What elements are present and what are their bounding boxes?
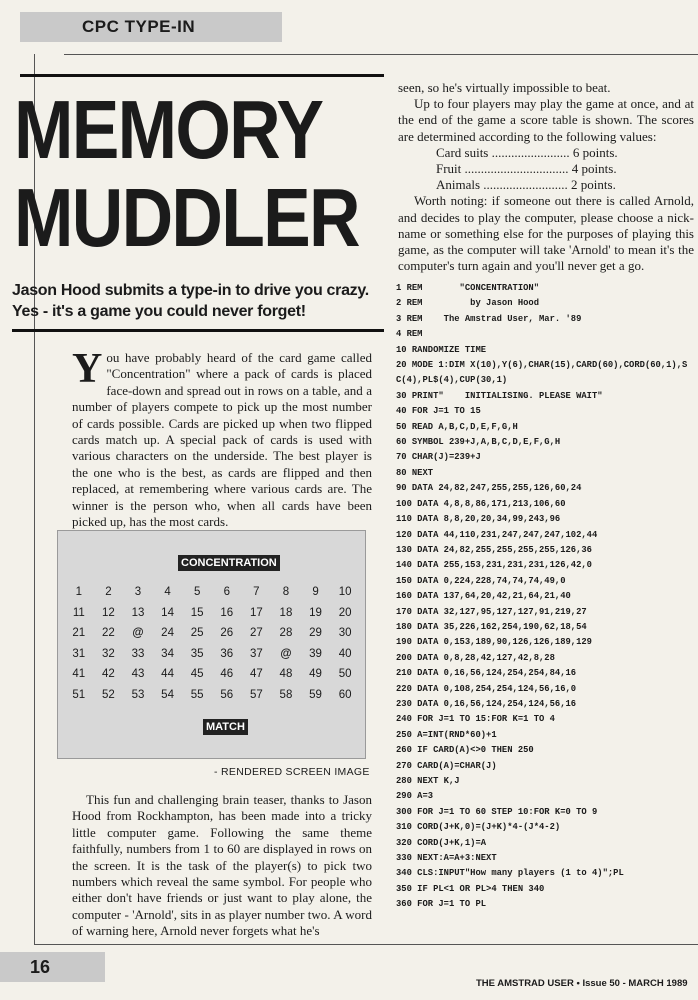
- grid-number: 56: [220, 688, 234, 701]
- grid-number: 8: [282, 586, 290, 598]
- grid-number: 43: [131, 668, 145, 680]
- grid-number: 50: [338, 668, 352, 680]
- grid-number: 36: [220, 647, 234, 660]
- grid-number: 44: [161, 668, 174, 680]
- grid-number: 5: [193, 586, 201, 598]
- page-number: 16: [0, 952, 105, 982]
- listing-line: 100 DATA 4,8,8,86,171,213,106,60: [396, 497, 566, 509]
- grid-number: 49: [309, 668, 322, 680]
- screen-title: CONCENTRATION: [178, 555, 280, 571]
- grid-number: 19: [309, 606, 322, 619]
- grid-number: 31: [72, 647, 86, 660]
- article-title-line2: MUDDLER: [14, 171, 359, 264]
- grid-number: 39: [309, 647, 322, 660]
- listing-line: 40 FOR J=1 TO 15: [396, 405, 481, 417]
- grid-number: 29: [309, 627, 322, 639]
- listing-line: 180 DATA 35,226,162,254,190,62,18,54: [396, 620, 587, 632]
- listing-line: 80 NEXT: [396, 466, 434, 478]
- grid-number: 4: [164, 586, 171, 598]
- grid-number: 1: [75, 586, 82, 598]
- listing-line: 310 CORD(J+K,0)=(J+K)*4-(J*4-2): [396, 821, 561, 833]
- listing-line: 260 IF CARD(A)<>0 THEN 250: [396, 744, 534, 756]
- listing-line: 330 NEXT:A=A+3:NEXT: [396, 852, 497, 864]
- listing-line: 110 DATA 8,8,20,20,34,99,243,96: [396, 513, 561, 525]
- listing-line: 190 DATA 0,153,189,90,126,126,189,129: [396, 636, 592, 648]
- listing-line: 20 MODE 1:DIM X(10),Y(6),CHAR(15),CARD(60),CORD(60,1),S: [396, 359, 688, 371]
- grid-number: 7: [253, 586, 260, 598]
- listing-line: 10 RANDOMIZE TIME: [396, 343, 487, 355]
- grid-number: 15: [190, 606, 204, 619]
- grid-row: [64, 626, 360, 640]
- listing-line: 170 DATA 32,127,95,127,127,91,219,27: [396, 605, 587, 617]
- grid-number: 12: [101, 606, 115, 619]
- issue-info: Issue 50 - MARCH 1989: [582, 978, 688, 989]
- grid-number: 18: [279, 606, 293, 619]
- grid-number: 21: [72, 627, 86, 639]
- drop-cap: Y: [72, 346, 103, 392]
- grid-number: 25: [190, 627, 204, 639]
- grid-number: 22: [101, 627, 115, 639]
- score-line: Fruit ................................ 4 points.: [436, 161, 617, 177]
- grid-row: [64, 585, 360, 599]
- body-paragraph-2: This fun and challenging brain teaser, thanks to Jason Hood from Rockhampton, has been made into a tricky little computer game. Following the same theme faithfully, numbers from 1 to 60 are displayed in rows on the screen. It is the task of the player(s) to pick two numbers which reveal the same symbol. For people who either don't have friends or just want to play alone, the computer - 'Arnold', sits in as player number two. A word of warning here, Arnold never forgets what he's: [72, 792, 372, 939]
- grid-number: 41: [72, 668, 86, 680]
- publication-name: THE AMSTRAD USER: [476, 978, 574, 989]
- grid-number: 27: [249, 627, 263, 639]
- screen-caption: - RENDERED SCREEN IMAGE: [214, 766, 370, 778]
- score-line: Animals .......................... 2 points.: [436, 177, 616, 193]
- grid-number: 37: [249, 647, 263, 660]
- grid-number: 10: [338, 586, 352, 598]
- grid-number: 42: [101, 668, 115, 680]
- listing-line: 300 FOR J=1 TO 60 STEP 10:FOR K=0 TO 9: [396, 805, 598, 817]
- listing-line: 340 CLS:INPUT"How many players (1 to 4)";PL: [396, 867, 624, 879]
- grid-row: [64, 606, 360, 620]
- grid-number: 58: [279, 688, 293, 701]
- listing-line: 150 DATA 0,224,228,74,74,74,49,0: [396, 574, 566, 586]
- grid-number: 14: [161, 606, 174, 619]
- listing-line: 250 A=INT(RND*60)+1: [396, 728, 497, 740]
- grid-number: 20: [338, 606, 352, 619]
- frame-top-rule: [64, 54, 698, 55]
- grid-number: 45: [190, 668, 204, 680]
- listing-line: 200 DATA 0,8,28,42,127,42,8,28: [396, 651, 555, 663]
- grid-row: [64, 667, 360, 681]
- right-paragraph-2: Up to four players may play the game at once, and at the end of the game a score table is shown. The scores are determined according to the following values:: [398, 96, 694, 144]
- rendered-screen-image: [57, 530, 366, 759]
- grid-number: 52: [101, 688, 115, 701]
- listing-line: 350 IF PL<1 OR PL>4 THEN 340: [396, 882, 545, 894]
- grid-number: 30: [338, 627, 352, 639]
- footer-publication: [476, 978, 688, 989]
- listing-line: 240 FOR J=1 TO 15:FOR K=1 TO 4: [396, 713, 555, 725]
- grid-number: 2: [105, 586, 112, 598]
- listing-line: 220 DATA 0,108,254,254,124,56,16,0: [396, 682, 577, 694]
- frame-bottom-rule: [34, 944, 698, 945]
- grid-number: 34: [161, 647, 174, 660]
- grid-number: 32: [101, 647, 115, 660]
- grid-number: 60: [338, 688, 352, 701]
- grid-number: 26: [220, 627, 234, 639]
- listing-line: 4 REM: [396, 328, 423, 340]
- grid-number: 13: [131, 606, 145, 619]
- grid-number: 51: [72, 688, 86, 701]
- listing-line: 210 DATA 0,16,56,124,254,254,84,16: [396, 667, 577, 679]
- listing-line: 230 DATA 0,16,56,124,254,124,56,16: [396, 697, 577, 709]
- listing-line: 1 REM "CONCENTRATION": [396, 282, 540, 293]
- screen-match-label: MATCH: [203, 719, 248, 735]
- grid-number: 9: [312, 586, 319, 598]
- listing-line: C(4),PL$(4),CUP(30,1): [396, 374, 508, 386]
- listing-line: 360 FOR J=1 TO PL: [396, 898, 487, 910]
- listing-line: 50 READ A,B,C,D,E,F,G,H: [396, 420, 518, 432]
- grid-row: [64, 647, 360, 661]
- standfirst-bottom-rule: [12, 329, 384, 332]
- grid-number: 16: [220, 606, 234, 619]
- listing-line: 270 CARD(A)=CHAR(J): [396, 759, 497, 771]
- article-title-line1: MEMORY: [14, 83, 323, 176]
- grid-number: 24: [161, 627, 174, 639]
- grid-number: 53: [131, 688, 145, 701]
- program-listing: [396, 280, 688, 912]
- listing-line: 3 REM The Amstrad User, Mar. '89: [396, 312, 582, 324]
- title-top-rule: [20, 74, 384, 77]
- listing-line: 2 REM by Jason Hood: [396, 297, 540, 309]
- right-paragraph-1: seen, so he's virtually impossible to beat.: [398, 80, 611, 95]
- grid-number: 17: [249, 606, 263, 619]
- grid-number: 35: [190, 647, 204, 660]
- grid-number: 59: [309, 688, 322, 701]
- listing-line: 90 DATA 24,82,247,255,255,126,60,24: [396, 482, 582, 494]
- right-column-text: [398, 80, 694, 274]
- standfirst: Jason Hood submits a type-in to drive you crazy. Yes - it's a game you could never forget!: [12, 282, 369, 320]
- grid-number: 40: [338, 647, 352, 660]
- listing-line: 290 A=3: [396, 790, 434, 802]
- footer-separator: •: [576, 978, 583, 989]
- listing-line: 60 SYMBOL 239+J,A,B,C,D,E,F,G,H: [396, 436, 561, 448]
- grid-number: 33: [131, 647, 145, 660]
- grid-row: [64, 688, 360, 702]
- listing-line: 280 NEXT K,J: [396, 775, 460, 786]
- body-paragraph-1: [72, 346, 372, 530]
- listing-line: 140 DATA 255,153,231,231,231,126,42,0: [396, 559, 592, 571]
- listing-line: 70 CHAR(J)=239+J: [396, 451, 481, 463]
- grid-number: 6: [223, 586, 230, 598]
- body-paragraph-1-text: ou have probably heard of the card game called "Concentration" where a pack of cards is placed face-down and spread out in rows on a table, and a number of players compete to pick up the most number of cards possible. Cards are picked up when two flipped cards match up. A special pack of cards is used with various characters on the underside. The best player is the one who is the best, as cards are flipped and then replaced, at remembering where various cards are. The winner is the person who, when all cards have been picked up, has the most cards.: [72, 350, 372, 530]
- revealed-card-symbol: @: [280, 647, 292, 660]
- listing-line: 160 DATA 137,64,20,42,21,64,21,40: [396, 590, 571, 602]
- right-paragraph-3: Worth noting: if someone out there is called Arnold, and decides to play the computer, please choose a nick-name or something else for the purposes of playing this game, as the computer will take 'Arnold' to mean it's the computer's turn again and you'll never get a go.: [398, 193, 694, 274]
- listing-line: 30 PRINT" INITIALISING. PLEASE WAIT": [396, 389, 603, 401]
- listing-line: 120 DATA 44,110,231,247,247,247,102,44: [396, 528, 598, 540]
- score-line: Card suits ........................ 6 points.: [436, 144, 618, 160]
- grid-number: 55: [190, 688, 204, 701]
- grid-number: 57: [249, 688, 263, 701]
- listing-line: 130 DATA 24,82,255,255,255,255,126,36: [396, 543, 592, 555]
- grid-number: 54: [161, 688, 174, 701]
- grid-number: 28: [279, 627, 293, 639]
- grid-number: 46: [220, 668, 234, 680]
- grid-number: 11: [72, 606, 85, 619]
- section-header: CPC TYPE-IN: [20, 12, 282, 42]
- grid-number: 48: [279, 668, 293, 680]
- grid-number: 47: [249, 668, 263, 680]
- revealed-card-symbol: @: [132, 627, 144, 639]
- grid-number: 3: [134, 586, 142, 598]
- listing-line: 320 CORD(J+K,1)=A: [396, 836, 487, 848]
